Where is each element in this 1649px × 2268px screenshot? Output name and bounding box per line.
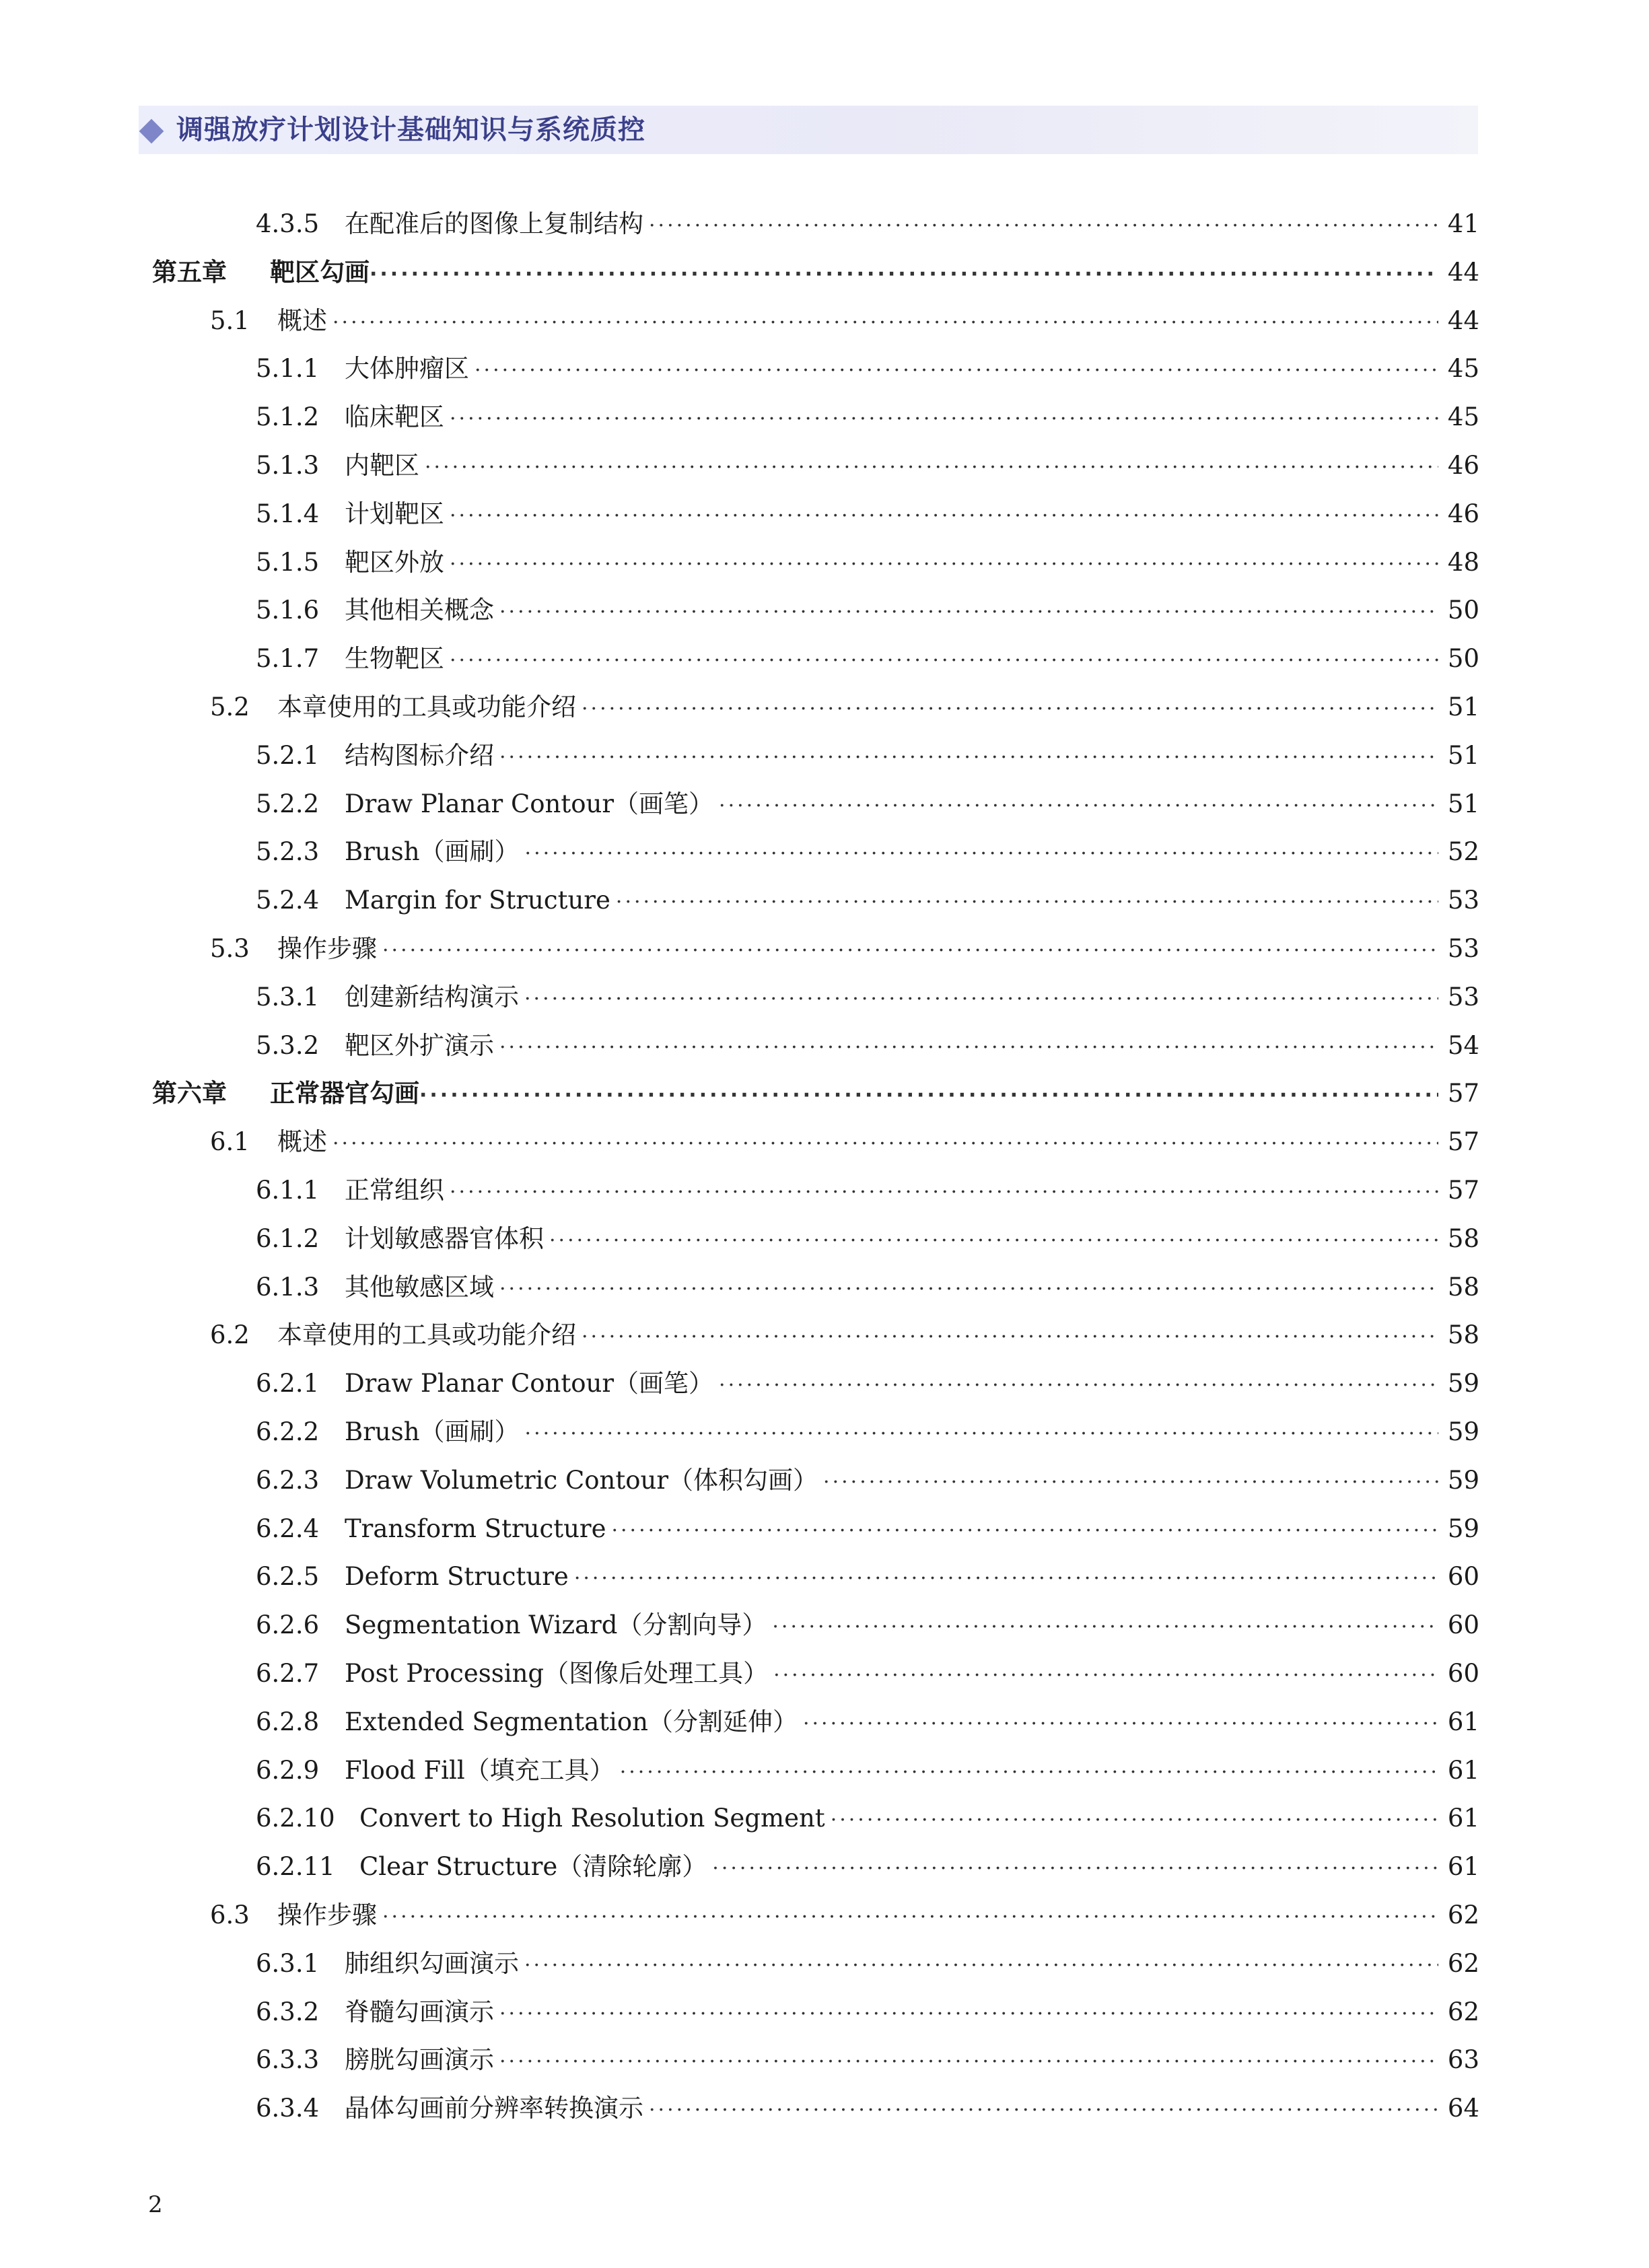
toc-subsection xyxy=(256,349,1479,389)
dot-leader xyxy=(772,1607,1438,1645)
toc-entry-number: 5.1.5 xyxy=(256,547,320,577)
toc-entry-title: 操作步骤 xyxy=(277,1901,377,1929)
toc-subsection xyxy=(256,1363,1479,1404)
toc-entry-number: 5.2.1 xyxy=(256,740,320,770)
toc-entry-number: 5.3 xyxy=(210,934,250,963)
dot-leader xyxy=(499,2042,1438,2080)
dot-leader xyxy=(803,1704,1438,1742)
toc-entry-title: 在配准后的图像上复制结构 xyxy=(345,209,643,238)
dot-leader xyxy=(475,351,1438,389)
toc-entry-page: 50 xyxy=(1447,596,1479,625)
dot-leader xyxy=(370,254,1438,293)
toc-subsection xyxy=(256,494,1479,534)
toc-subsection xyxy=(256,1557,1479,1597)
toc-entry-page: 63 xyxy=(1447,2045,1479,2075)
running-header-title: 调强放疗计划设计基础知识与系统质控 xyxy=(176,114,645,145)
toc-entry-page: 61 xyxy=(1447,1804,1479,1833)
toc-entry-number: 5.1.6 xyxy=(256,596,320,625)
toc-entry-number: 5.2.4 xyxy=(256,886,320,915)
toc-section xyxy=(210,929,1479,969)
toc-subsection xyxy=(256,1267,1479,1308)
toc-entry-title: Draw Volumetric Contour（体积勾画） xyxy=(345,1465,818,1495)
dot-leader xyxy=(499,1994,1438,2032)
toc-entry-title: 创建新结构演示 xyxy=(345,982,519,1012)
toc-subsection xyxy=(256,1026,1479,1066)
toc-entry-page: 59 xyxy=(1447,1417,1479,1446)
toc-subsection xyxy=(256,542,1479,583)
toc-entry-title: Draw Planar Contour（画笔） xyxy=(345,1369,714,1398)
toc-entry-page: 44 xyxy=(1447,257,1479,287)
toc-section xyxy=(210,1315,1479,1355)
toc-subsection xyxy=(256,977,1479,1018)
toc-entry-page: 61 xyxy=(1447,1707,1479,1736)
toc-subsection xyxy=(256,832,1479,872)
toc-subsection xyxy=(256,1944,1479,1984)
dot-leader xyxy=(719,786,1438,824)
toc-entry-number: 6.1 xyxy=(210,1127,250,1157)
toc-entry-page: 58 xyxy=(1447,1224,1479,1253)
toc-entry-number: 5.1.7 xyxy=(256,644,320,674)
toc-entry-page: 60 xyxy=(1447,1659,1479,1688)
toc-subsection xyxy=(256,1798,1479,1839)
toc-subsection xyxy=(256,446,1479,486)
toc-entry-page: 51 xyxy=(1447,693,1479,721)
toc-entry-title: Draw Planar Contour（画笔） xyxy=(345,789,714,818)
dot-leader xyxy=(649,2090,1438,2129)
dot-leader xyxy=(620,1752,1438,1791)
toc-entry-number: 6.3.3 xyxy=(256,2045,320,2075)
dot-leader xyxy=(712,1849,1438,1887)
toc-subsection xyxy=(256,204,1479,244)
toc-entry-title: 计划靶区 xyxy=(345,499,444,528)
toc-entry-title: 靶区勾画 xyxy=(270,257,370,287)
dot-leader xyxy=(332,1124,1438,1162)
toc-entry-page: 46 xyxy=(1447,451,1479,480)
toc-entry-title: 靶区外放 xyxy=(345,547,444,577)
toc-entry-title: Clear Structure（清除轮廓） xyxy=(359,1852,707,1882)
toc-subsection xyxy=(256,736,1479,776)
toc-entry-page: 62 xyxy=(1447,1948,1479,1978)
toc-entry-page: 57 xyxy=(1447,1079,1479,1108)
toc-entry-page: 57 xyxy=(1447,1127,1479,1157)
dot-leader xyxy=(649,206,1438,244)
toc-entry-number: 6.2.10 xyxy=(256,1804,335,1833)
toc-subsection xyxy=(256,1460,1479,1501)
toc-entry-title: 本章使用的工具或功能介绍 xyxy=(277,693,576,721)
toc-entry-title: Deform Structure xyxy=(345,1562,569,1592)
toc-entry-number: 第五章 xyxy=(152,257,227,287)
toc-entry-number: 5.1.3 xyxy=(256,451,320,480)
toc-entry-number: 第六章 xyxy=(152,1079,227,1108)
toc-section xyxy=(210,687,1479,728)
toc-subsection xyxy=(256,1605,1479,1645)
toc-entry-title: 计划敏感器官体积 xyxy=(345,1224,544,1253)
toc-subsection xyxy=(256,2040,1479,2080)
dot-leader xyxy=(549,1221,1438,1259)
dot-leader xyxy=(499,592,1438,631)
toc-entry-title: 操作步骤 xyxy=(277,934,377,963)
toc-subsection xyxy=(256,784,1479,824)
toc-entry-number: 4.3.5 xyxy=(256,209,320,238)
toc-entry-title: 生物靶区 xyxy=(345,644,444,674)
dot-leader xyxy=(831,1800,1438,1839)
toc-entry-page: 48 xyxy=(1447,547,1479,577)
toc-entry-number: 5.2.3 xyxy=(256,837,320,867)
toc-subsection xyxy=(256,1654,1479,1694)
toc-entry-page: 54 xyxy=(1447,1030,1479,1060)
toc-entry-title: 概述 xyxy=(277,306,327,335)
toc-entry-page: 45 xyxy=(1447,354,1479,384)
dot-leader xyxy=(611,1511,1438,1549)
toc-entry-page: 51 xyxy=(1447,740,1479,770)
toc-entry-number: 6.2.5 xyxy=(256,1562,320,1592)
dot-leader xyxy=(525,834,1438,872)
toc-entry-number: 6.2.3 xyxy=(256,1465,320,1495)
toc-entry-page: 46 xyxy=(1447,499,1479,528)
toc-entry-title: 内靶区 xyxy=(345,451,419,480)
toc-entry-title: 正常组织 xyxy=(345,1176,444,1205)
dot-leader xyxy=(574,1559,1438,1597)
toc-subsection xyxy=(256,880,1479,921)
toc-entry-page: 60 xyxy=(1447,1562,1479,1592)
toc-chapter xyxy=(152,252,1479,293)
toc-entry-page: 44 xyxy=(1447,306,1479,335)
toc-entry-number: 5.1 xyxy=(210,306,250,335)
toc-subsection xyxy=(256,1170,1479,1211)
dot-leader xyxy=(332,303,1438,341)
toc-entry-number: 6.3 xyxy=(210,1901,250,1929)
toc-entry-title: Convert to High Resolution Segment xyxy=(359,1804,825,1833)
toc-subsection xyxy=(256,1412,1479,1452)
dot-leader xyxy=(823,1462,1438,1501)
dot-leader xyxy=(450,641,1438,679)
toc-entry-page: 62 xyxy=(1447,1997,1479,2026)
toc-entry-page: 53 xyxy=(1447,934,1479,963)
toc-entry-title: 概述 xyxy=(277,1127,327,1157)
toc-entry-number: 5.3.1 xyxy=(256,982,320,1012)
toc-entry-page: 53 xyxy=(1447,982,1479,1012)
toc-entry-title: 临床靶区 xyxy=(345,402,444,432)
toc-entry-page: 51 xyxy=(1447,789,1479,818)
toc-section xyxy=(210,1122,1479,1162)
toc-entry-page: 62 xyxy=(1447,1901,1479,1929)
dot-leader xyxy=(616,882,1438,921)
toc-entry-number: 6.2.7 xyxy=(256,1659,320,1688)
toc-entry-page: 57 xyxy=(1447,1176,1479,1205)
toc-entry-number: 5.1.2 xyxy=(256,402,320,432)
toc-entry-number: 6.3.1 xyxy=(256,1948,320,1978)
toc-subsection xyxy=(256,1702,1479,1742)
dot-leader xyxy=(425,448,1438,486)
toc-entry-title: 本章使用的工具或功能介绍 xyxy=(277,1320,576,1350)
toc-entry-number: 5.2 xyxy=(210,693,250,721)
dot-leader xyxy=(450,544,1438,583)
toc-entry-number: 6.3.4 xyxy=(256,2094,320,2123)
dot-leader xyxy=(499,1269,1438,1308)
dot-leader xyxy=(719,1366,1438,1404)
toc-subsection xyxy=(256,1219,1479,1259)
toc-entry-number: 6.2.4 xyxy=(256,1514,320,1543)
toc-entry-page: 41 xyxy=(1447,209,1479,238)
toc-entry-number: 6.2.11 xyxy=(256,1852,335,1882)
dot-leader xyxy=(525,1414,1438,1452)
toc-entry-page: 59 xyxy=(1447,1514,1479,1543)
dot-leader xyxy=(773,1656,1438,1694)
toc-entry-number: 5.2.2 xyxy=(256,789,320,818)
dot-leader xyxy=(450,496,1438,534)
dot-leader xyxy=(582,689,1438,728)
dot-leader xyxy=(499,738,1438,776)
toc-entry-page: 64 xyxy=(1447,2094,1479,2123)
toc-entry-title: Brush（画刷） xyxy=(345,1417,520,1446)
toc-entry-number: 6.3.2 xyxy=(256,1997,320,2026)
dot-leader xyxy=(450,399,1438,437)
toc-subsection xyxy=(256,1509,1479,1549)
toc-section xyxy=(210,301,1479,341)
toc-entry-page: 58 xyxy=(1447,1320,1479,1350)
toc-entry-page: 59 xyxy=(1447,1369,1479,1398)
dot-leader xyxy=(582,1317,1438,1355)
toc-entry-number: 5.3.2 xyxy=(256,1030,320,1060)
toc-entry-title: 肺组织勾画演示 xyxy=(345,1948,519,1978)
toc-chapter xyxy=(152,1073,1479,1114)
toc-entry-title: 大体肿瘤区 xyxy=(345,354,469,384)
toc-entry-number: 6.2.8 xyxy=(256,1707,320,1736)
toc-entry-number: 5.1.1 xyxy=(256,354,320,384)
toc-entry-title: 正常器官勾画 xyxy=(270,1079,419,1108)
toc-entry-title: 其他敏感区域 xyxy=(345,1272,494,1302)
toc-entry-page: 53 xyxy=(1447,886,1479,915)
toc-section xyxy=(210,1895,1479,1936)
toc-entry-number: 6.2 xyxy=(210,1320,250,1350)
toc-subsection xyxy=(256,590,1479,631)
toc-entry-title: Post Processing（图像后处理工具） xyxy=(345,1659,769,1688)
toc-entry-title: Extended Segmentation（分割延伸） xyxy=(345,1707,798,1736)
toc-entry-title: 结构图标介绍 xyxy=(345,740,494,770)
toc-entry-title: Margin for Structure xyxy=(345,886,610,915)
toc-subsection xyxy=(256,1992,1479,2032)
page-number: 2 xyxy=(148,2191,163,2218)
toc-entry-number: 6.1.2 xyxy=(256,1224,320,1253)
toc-entry-number: 6.1.1 xyxy=(256,1176,320,1205)
toc-entry-title: 膀胱勾画演示 xyxy=(345,2045,494,2075)
dot-leader xyxy=(450,1172,1438,1211)
toc-subsection xyxy=(256,397,1479,437)
toc-entry-page: 61 xyxy=(1447,1755,1479,1785)
toc-entry-number: 6.2.2 xyxy=(256,1417,320,1446)
toc-entry-page: 52 xyxy=(1447,837,1479,867)
toc-subsection xyxy=(256,1750,1479,1791)
toc-entry-number: 6.2.9 xyxy=(256,1755,320,1785)
toc-subsection xyxy=(256,1847,1479,1887)
toc-entry-page: 59 xyxy=(1447,1465,1479,1495)
toc-entry-title: Flood Fill（填充工具） xyxy=(345,1755,615,1785)
dot-leader xyxy=(499,1028,1438,1066)
toc-entry-title: 晶体勾画前分辨率转换演示 xyxy=(345,2094,643,2123)
toc-entry-title: 靶区外扩演示 xyxy=(345,1030,494,1060)
dot-leader xyxy=(524,1946,1438,1984)
toc-entry-title: 其他相关概念 xyxy=(345,596,494,625)
toc-entry-number: 6.2.6 xyxy=(256,1610,320,1640)
toc-entry-number: 5.1.4 xyxy=(256,499,320,528)
toc-subsection xyxy=(256,639,1479,679)
dot-leader xyxy=(382,1897,1438,1936)
toc-entry-title: Segmentation Wizard（分割向导） xyxy=(345,1610,767,1640)
toc-entry-page: 45 xyxy=(1447,402,1479,432)
toc-entry-title: Brush（画刷） xyxy=(345,837,520,867)
dot-leader xyxy=(524,979,1438,1018)
dot-leader xyxy=(382,931,1438,969)
toc-entry-page: 58 xyxy=(1447,1272,1479,1302)
toc-entry-title: 脊髓勾画演示 xyxy=(345,1997,494,2026)
dot-leader xyxy=(419,1075,1438,1114)
toc-subsection xyxy=(256,2088,1479,2129)
toc-entry-page: 50 xyxy=(1447,644,1479,674)
toc-entry-title: Transform Structure xyxy=(345,1514,606,1543)
toc-entry-number: 6.1.3 xyxy=(256,1272,320,1302)
toc-entry-number: 6.2.1 xyxy=(256,1369,320,1398)
toc-entry-page: 60 xyxy=(1447,1610,1479,1640)
toc-entry-page: 61 xyxy=(1447,1852,1479,1882)
